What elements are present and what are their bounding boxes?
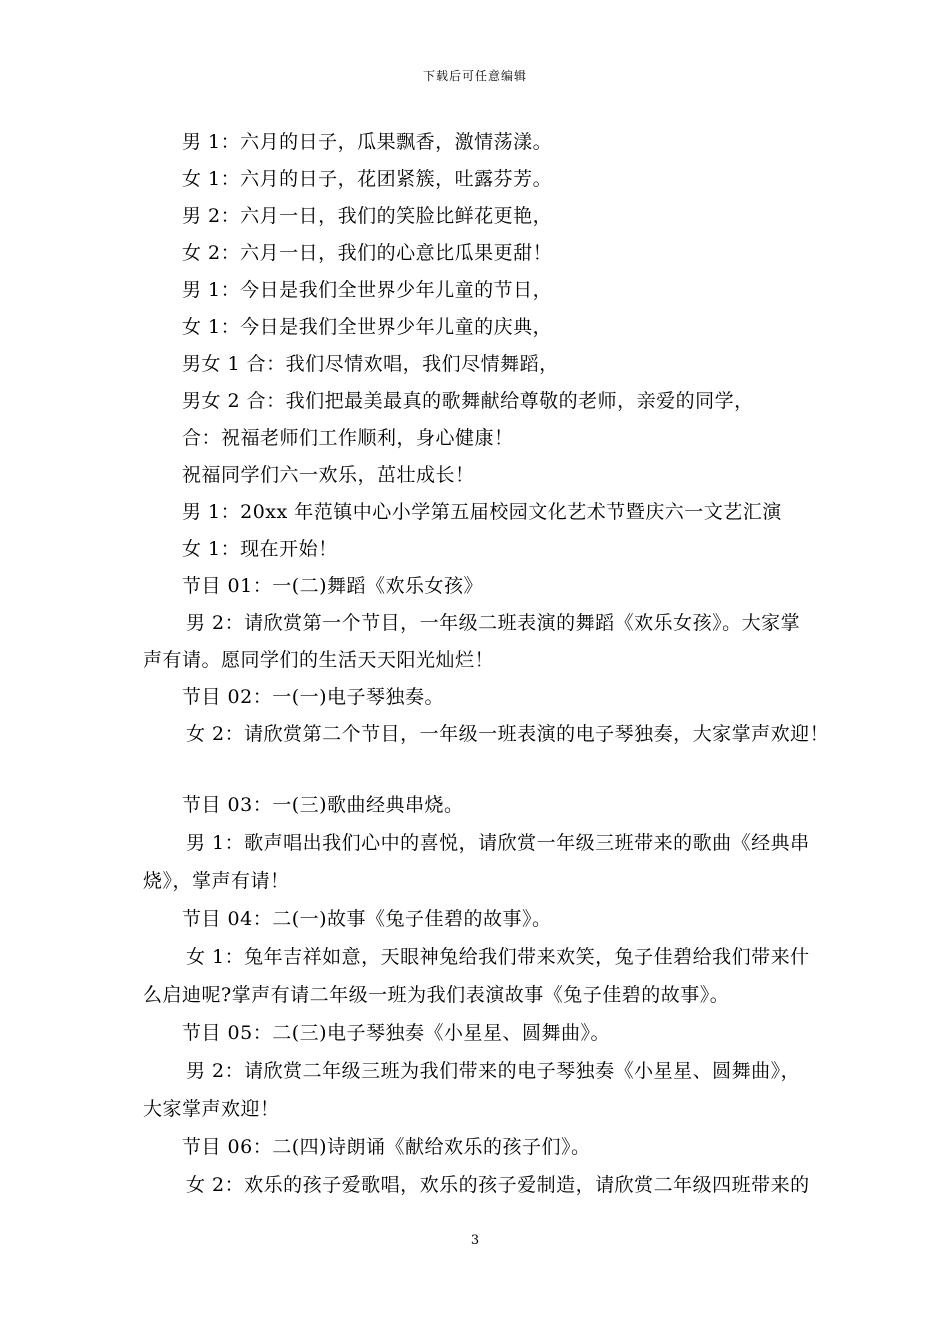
paragraph-line: 女 1：六月的日子，花团紧簇，吐露芬芳。 <box>182 168 553 190</box>
paragraph-line: 节目 06：二(四)诗朗诵《献给欢乐的孩子们》。 <box>182 1136 591 1158</box>
paragraph-line: 女 2：欢乐的孩子爱歌唱，欢乐的孩子爱制造，请欣赏二年级四班带来的 <box>186 1174 810 1196</box>
paragraph-line: 烧》，掌声有请！ <box>143 870 290 892</box>
paragraph-line: 男 1：歌声唱出我们心中的喜悦，请欣赏一年级三班带来的歌曲《经典串 <box>186 832 810 854</box>
paragraph-line: 女 1：现在开始！ <box>182 538 338 560</box>
paragraph-line: 男女 2 合：我们把最美最真的歌舞献给尊敬的老师，亲爱的同学， <box>182 390 754 412</box>
paragraph-line: 节目 04：二(一)故事《兔子佳碧的故事》。 <box>182 908 552 930</box>
paragraph-line: 祝福同学们六一欢乐，茁壮成长！ <box>182 464 475 486</box>
paragraph-line: 男 2：请欣赏第一个节目，一年级二班表演的舞蹈《欢乐女孩》。大家掌 <box>186 612 801 634</box>
paragraph-line: 女 1：兔年吉祥如意，天眼神兔给我们带来欢笑，兔子佳碧给我们带来什 <box>186 946 810 968</box>
paragraph-line: 节目 02：一(一)电子琴独奏。 <box>182 686 445 708</box>
page-number: 3 <box>470 1233 480 1248</box>
paragraph-line: 合：祝福老师们工作顺利，身心健康！ <box>182 427 514 449</box>
page-header: 下载后可任意编辑 <box>422 69 527 83</box>
paragraph-line: 么启迪呢?掌声有请二年级一班为我们表演故事《兔子佳碧的故事》。 <box>143 984 730 1006</box>
paragraph-line: 节目 05：二(三)电子琴独奏《小星星、圆舞曲》。 <box>182 1022 611 1044</box>
paragraph-line: 男女 1 合：我们尽情欢唱，我们尽情舞蹈， <box>182 353 559 375</box>
paragraph-line: 大家掌声欢迎！ <box>143 1098 280 1120</box>
paragraph-line: 声有请。愿同学们的生活天天阳光灿烂！ <box>143 649 495 671</box>
paragraph-line: 女 1：今日是我们全世界少年儿童的庆典， <box>182 316 553 338</box>
paragraph-line: 男 1：六月的日子，瓜果飘香，激情荡漾。 <box>182 131 553 153</box>
paragraph-line: 男 1：20xx 年范镇中心小学第五届校园文化艺术节暨庆六一文艺汇演 <box>182 501 782 523</box>
paragraph-line: 节目 03：一(三)歌曲经典串烧。 <box>182 794 464 816</box>
paragraph-line: 节目 01：一(二)舞蹈《欢乐女孩》 <box>182 575 484 597</box>
paragraph-line: 女 2：请欣赏第二个节目，一年级一班表演的电子琴独奏，大家掌声欢迎！ <box>186 723 830 745</box>
paragraph-line: 男 2：请欣赏二年级三班为我们带来的电子琴独奏《小星星、圆舞曲》， <box>186 1060 801 1082</box>
paragraph-line: 女 2：六月一日，我们的心意比瓜果更甜！ <box>182 242 553 264</box>
paragraph-line: 男 2：六月一日，我们的笑脸比鲜花更艳， <box>182 205 553 227</box>
paragraph-line: 男 1：今日是我们全世界少年儿童的节日， <box>182 279 553 301</box>
